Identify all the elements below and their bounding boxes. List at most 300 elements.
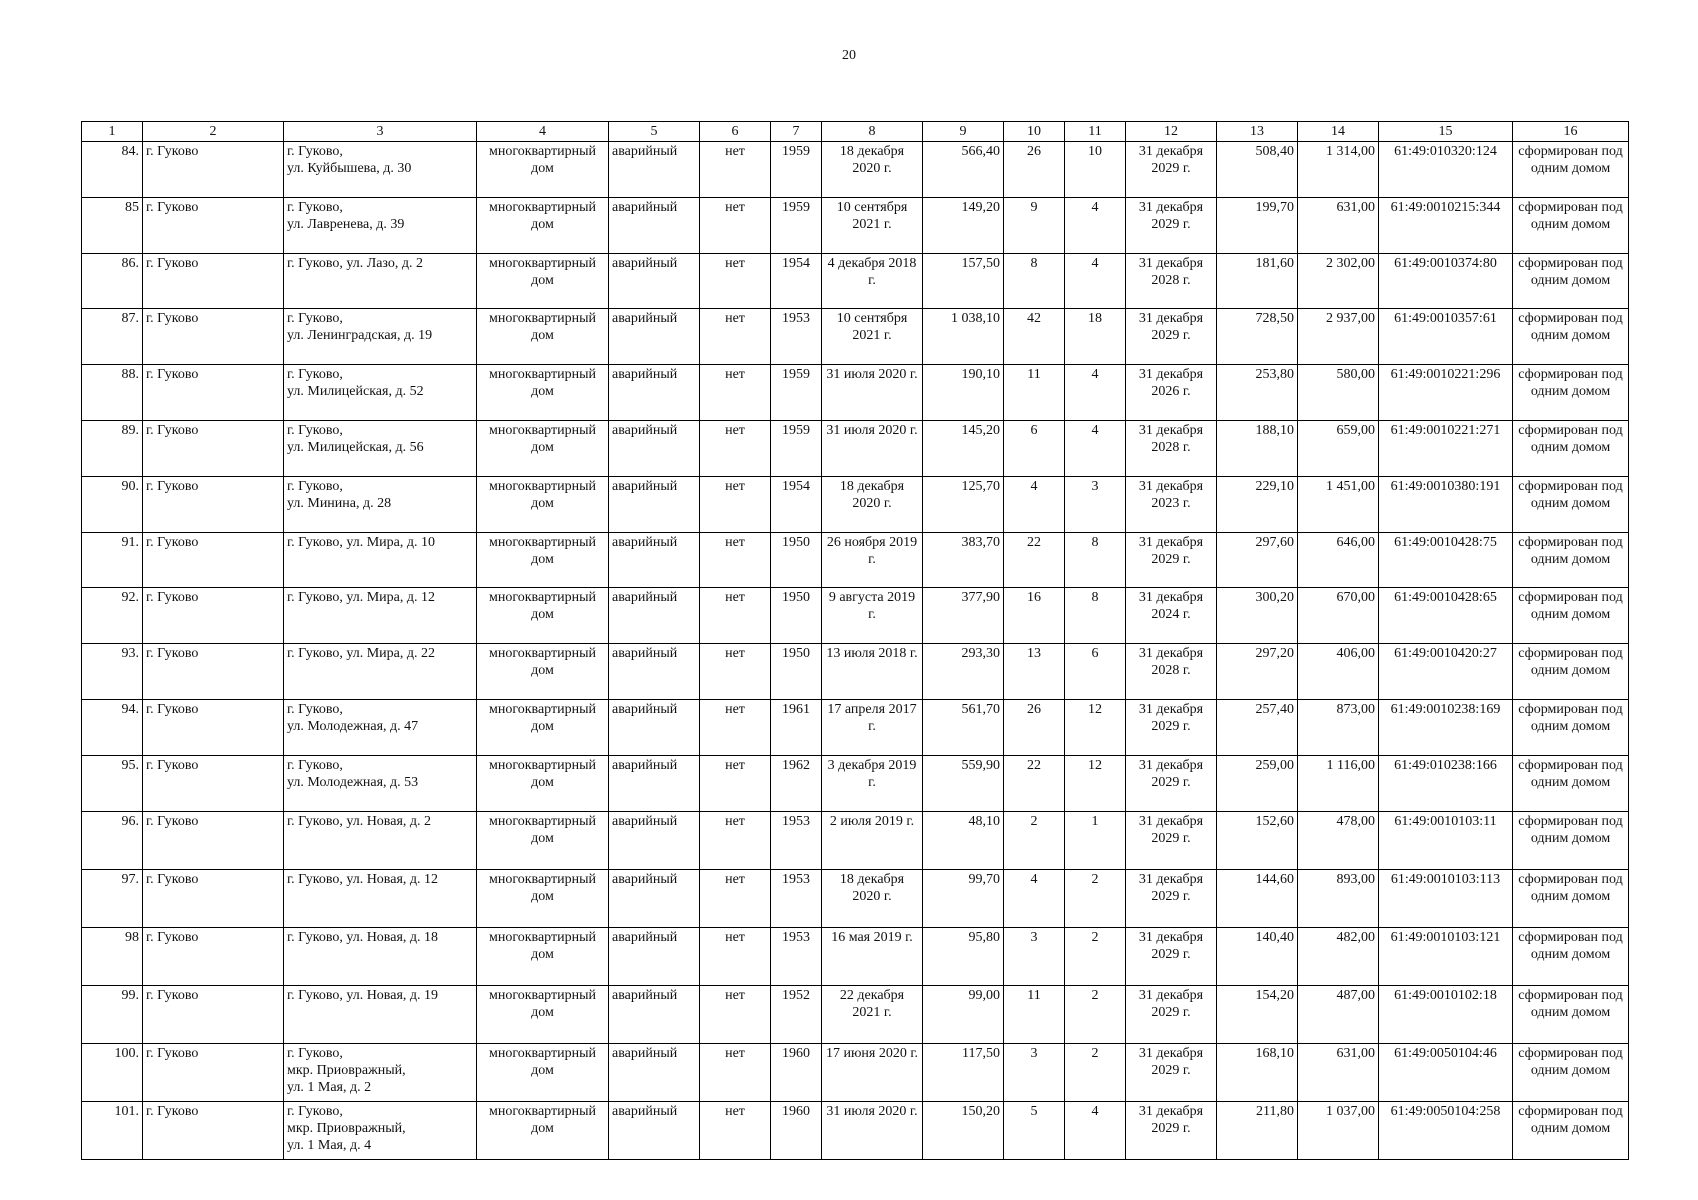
flag-cell: нет — [700, 927, 771, 985]
residents-cell: 11 — [1004, 365, 1065, 421]
city-cell: г. Гуково — [143, 927, 284, 985]
flag-cell: нет — [700, 644, 771, 700]
status-cell: аварийный — [609, 365, 700, 421]
rooms-cell: 2 — [1065, 985, 1126, 1043]
table-row — [82, 644, 1629, 700]
deadline-cell: 31 декабря 2023 г. — [1126, 476, 1217, 532]
page-number: 20 — [842, 48, 856, 63]
flag-cell: нет — [700, 985, 771, 1043]
cadastral-number-cell: 61:49:0010215:344 — [1379, 197, 1513, 253]
area-cell: 157,50 — [923, 253, 1004, 309]
column-number-7: 7 — [771, 122, 822, 142]
residents-cell: 3 — [1004, 1043, 1065, 1101]
status-cell: аварийный — [609, 644, 700, 700]
city-cell: г. Гуково — [143, 1101, 284, 1159]
plot-formed-cell: сформирован под одним домом — [1513, 811, 1629, 869]
plot-area-cell: 482,00 — [1298, 927, 1379, 985]
area-cell: 99,00 — [923, 985, 1004, 1043]
rooms-cell: 18 — [1065, 309, 1126, 365]
area-cell: 559,90 — [923, 755, 1004, 811]
flag-cell: нет — [700, 309, 771, 365]
building-type-cell: многоквартирный дом — [477, 142, 609, 198]
cadastral-number-cell: 61:49:0010221:296 — [1379, 365, 1513, 421]
column-number-1: 1 — [82, 122, 143, 142]
plot-formed-cell: сформирован под одним домом — [1513, 1043, 1629, 1101]
column-number-4: 4 — [477, 122, 609, 142]
plot-area-cell: 659,00 — [1298, 420, 1379, 476]
row-number: 100. — [82, 1043, 143, 1101]
cadastral-number-cell: 61:49:0010420:27 — [1379, 644, 1513, 700]
plot-area-cell: 1 116,00 — [1298, 755, 1379, 811]
deadline-cell: 31 декабря 2029 г. — [1126, 197, 1217, 253]
flag-cell: нет — [700, 1043, 771, 1101]
cadastral-number-cell: 61:49:0010102:18 — [1379, 985, 1513, 1043]
column-number-row — [82, 122, 1629, 142]
flag-cell: нет — [700, 197, 771, 253]
cadastral-number-cell: 61:49:0010103:121 — [1379, 927, 1513, 985]
deadline-cell: 31 декабря 2029 г. — [1126, 532, 1217, 588]
table-row — [82, 1043, 1629, 1101]
building-type-cell: многоквартирный дом — [477, 1043, 609, 1101]
column-number-14: 14 — [1298, 122, 1379, 142]
flag-cell: нет — [700, 1101, 771, 1159]
residents-cell: 11 — [1004, 985, 1065, 1043]
address-cell: г. Гуково, ул. Новая, д. 19 — [284, 985, 477, 1043]
plot-formed-cell: сформирован под одним домом — [1513, 869, 1629, 927]
year-cell: 1954 — [771, 253, 822, 309]
building-type-cell: многоквартирный дом — [477, 197, 609, 253]
year-cell: 1950 — [771, 644, 822, 700]
cadastral-number-cell: 61:49:0010238:169 — [1379, 699, 1513, 755]
year-cell: 1959 — [771, 197, 822, 253]
flag-cell: нет — [700, 476, 771, 532]
deadline-cell: 31 декабря 2029 г. — [1126, 1043, 1217, 1101]
land-area-cell: 297,60 — [1217, 532, 1298, 588]
rooms-cell: 12 — [1065, 755, 1126, 811]
table-row — [82, 253, 1629, 309]
decision-date-cell: 18 декабря 2020 г. — [822, 476, 923, 532]
city-cell: г. Гуково — [143, 142, 284, 198]
city-cell: г. Гуково — [143, 811, 284, 869]
plot-area-cell: 2 937,00 — [1298, 309, 1379, 365]
plot-formed-cell: сформирован под одним домом — [1513, 476, 1629, 532]
area-cell: 383,70 — [923, 532, 1004, 588]
row-number: 97. — [82, 869, 143, 927]
land-area-cell: 188,10 — [1217, 420, 1298, 476]
column-number-8: 8 — [822, 122, 923, 142]
building-type-cell: многоквартирный дом — [477, 927, 609, 985]
rooms-cell: 4 — [1065, 1101, 1126, 1159]
address-cell: г. Гуково, мкр. Приовражный, ул. 1 Мая, д. 4 — [284, 1101, 477, 1159]
city-cell: г. Гуково — [143, 985, 284, 1043]
status-cell: аварийный — [609, 197, 700, 253]
table-row — [82, 755, 1629, 811]
deadline-cell: 31 декабря 2029 г. — [1126, 869, 1217, 927]
column-number-12: 12 — [1126, 122, 1217, 142]
plot-area-cell: 2 302,00 — [1298, 253, 1379, 309]
area-cell: 1 038,10 — [923, 309, 1004, 365]
rooms-cell: 3 — [1065, 476, 1126, 532]
decision-date-cell: 18 декабря 2020 г. — [822, 142, 923, 198]
decision-date-cell: 9 августа 2019 г. — [822, 588, 923, 644]
decision-date-cell: 3 декабря 2019 г. — [822, 755, 923, 811]
residents-cell: 6 — [1004, 420, 1065, 476]
land-area-cell: 229,10 — [1217, 476, 1298, 532]
building-type-cell: многоквартирный дом — [477, 699, 609, 755]
address-cell: г. Гуково, ул. Милицейская, д. 52 — [284, 365, 477, 421]
plot-area-cell: 893,00 — [1298, 869, 1379, 927]
table-row — [82, 309, 1629, 365]
row-number: 91. — [82, 532, 143, 588]
row-number: 101. — [82, 1101, 143, 1159]
year-cell: 1953 — [771, 811, 822, 869]
year-cell: 1952 — [771, 985, 822, 1043]
year-cell: 1960 — [771, 1043, 822, 1101]
city-cell: г. Гуково — [143, 644, 284, 700]
cadastral-number-cell: 61:49:010320:124 — [1379, 142, 1513, 198]
housing-register-table — [81, 121, 1629, 1160]
decision-date-cell: 4 декабря 2018 г. — [822, 253, 923, 309]
city-cell: г. Гуково — [143, 476, 284, 532]
status-cell: аварийный — [609, 588, 700, 644]
land-area-cell: 253,80 — [1217, 365, 1298, 421]
plot-area-cell: 1 451,00 — [1298, 476, 1379, 532]
rooms-cell: 4 — [1065, 197, 1126, 253]
row-number: 89. — [82, 420, 143, 476]
plot-area-cell: 631,00 — [1298, 197, 1379, 253]
decision-date-cell: 17 июня 2020 г. — [822, 1043, 923, 1101]
residents-cell: 8 — [1004, 253, 1065, 309]
status-cell: аварийный — [609, 985, 700, 1043]
plot-formed-cell: сформирован под одним домом — [1513, 755, 1629, 811]
residents-cell: 16 — [1004, 588, 1065, 644]
plot-area-cell: 580,00 — [1298, 365, 1379, 421]
deadline-cell: 31 декабря 2029 г. — [1126, 142, 1217, 198]
plot-formed-cell: сформирован под одним домом — [1513, 699, 1629, 755]
land-area-cell: 152,60 — [1217, 811, 1298, 869]
flag-cell: нет — [700, 532, 771, 588]
table-row — [82, 588, 1629, 644]
flag-cell: нет — [700, 420, 771, 476]
column-number-2: 2 — [143, 122, 284, 142]
address-cell: г. Гуково, ул. Молодежная, д. 47 — [284, 699, 477, 755]
area-cell: 190,10 — [923, 365, 1004, 421]
status-cell: аварийный — [609, 811, 700, 869]
deadline-cell: 31 декабря 2028 г. — [1126, 420, 1217, 476]
rooms-cell: 12 — [1065, 699, 1126, 755]
building-type-cell: многоквартирный дом — [477, 985, 609, 1043]
deadline-cell: 31 декабря 2024 г. — [1126, 588, 1217, 644]
residents-cell: 26 — [1004, 699, 1065, 755]
address-cell: г. Гуково, ул. Новая, д. 2 — [284, 811, 477, 869]
city-cell: г. Гуково — [143, 755, 284, 811]
table-row — [82, 811, 1629, 869]
land-area-cell: 297,20 — [1217, 644, 1298, 700]
row-number: 94. — [82, 699, 143, 755]
status-cell: аварийный — [609, 420, 700, 476]
decision-date-cell: 31 июля 2020 г. — [822, 420, 923, 476]
decision-date-cell: 26 ноября 2019 г. — [822, 532, 923, 588]
status-cell: аварийный — [609, 927, 700, 985]
address-cell: г. Гуково, ул. Мира, д. 12 — [284, 588, 477, 644]
plot-formed-cell: сформирован под одним домом — [1513, 532, 1629, 588]
flag-cell: нет — [700, 699, 771, 755]
land-area-cell: 728,50 — [1217, 309, 1298, 365]
deadline-cell: 31 декабря 2026 г. — [1126, 365, 1217, 421]
rooms-cell: 10 — [1065, 142, 1126, 198]
land-area-cell: 181,60 — [1217, 253, 1298, 309]
year-cell: 1953 — [771, 927, 822, 985]
status-cell: аварийный — [609, 1101, 700, 1159]
plot-formed-cell: сформирован под одним домом — [1513, 420, 1629, 476]
table-row — [82, 197, 1629, 253]
rooms-cell: 4 — [1065, 253, 1126, 309]
flag-cell: нет — [700, 253, 771, 309]
row-number: 90. — [82, 476, 143, 532]
plot-formed-cell: сформирован под одним домом — [1513, 644, 1629, 700]
building-type-cell: многоквартирный дом — [477, 588, 609, 644]
city-cell: г. Гуково — [143, 253, 284, 309]
flag-cell: нет — [700, 811, 771, 869]
table-row — [82, 532, 1629, 588]
row-number: 87. — [82, 309, 143, 365]
city-cell: г. Гуково — [143, 588, 284, 644]
plot-formed-cell: сформирован под одним домом — [1513, 588, 1629, 644]
area-cell: 566,40 — [923, 142, 1004, 198]
row-number: 93. — [82, 644, 143, 700]
table-row — [82, 1101, 1629, 1159]
city-cell: г. Гуково — [143, 699, 284, 755]
row-number: 96. — [82, 811, 143, 869]
building-type-cell: многоквартирный дом — [477, 476, 609, 532]
city-cell: г. Гуково — [143, 197, 284, 253]
land-area-cell: 300,20 — [1217, 588, 1298, 644]
status-cell: аварийный — [609, 532, 700, 588]
table-body — [82, 142, 1629, 1160]
plot-formed-cell: сформирован под одним домом — [1513, 1101, 1629, 1159]
year-cell: 1959 — [771, 420, 822, 476]
address-cell: г. Гуково, ул. Мира, д. 22 — [284, 644, 477, 700]
flag-cell: нет — [700, 755, 771, 811]
decision-date-cell: 22 декабря 2021 г. — [822, 985, 923, 1043]
address-cell: г. Гуково, ул. Куйбышева, д. 30 — [284, 142, 477, 198]
table-row — [82, 985, 1629, 1043]
column-number-16: 16 — [1513, 122, 1629, 142]
decision-date-cell: 10 сентября 2021 г. — [822, 309, 923, 365]
row-number: 84. — [82, 142, 143, 198]
area-cell: 150,20 — [923, 1101, 1004, 1159]
table-header — [82, 122, 1629, 142]
year-cell: 1960 — [771, 1101, 822, 1159]
column-number-10: 10 — [1004, 122, 1065, 142]
year-cell: 1959 — [771, 365, 822, 421]
residents-cell: 3 — [1004, 927, 1065, 985]
column-number-9: 9 — [923, 122, 1004, 142]
rooms-cell: 2 — [1065, 927, 1126, 985]
flag-cell: нет — [700, 869, 771, 927]
area-cell: 125,70 — [923, 476, 1004, 532]
rooms-cell: 4 — [1065, 365, 1126, 421]
year-cell: 1953 — [771, 869, 822, 927]
building-type-cell: многоквартирный дом — [477, 253, 609, 309]
deadline-cell: 31 декабря 2029 г. — [1126, 699, 1217, 755]
year-cell: 1953 — [771, 309, 822, 365]
cadastral-number-cell: 61:49:0010374:80 — [1379, 253, 1513, 309]
cadastral-number-cell: 61:49:0010221:271 — [1379, 420, 1513, 476]
cadastral-number-cell: 61:49:010238:166 — [1379, 755, 1513, 811]
land-area-cell: 154,20 — [1217, 985, 1298, 1043]
decision-date-cell: 2 июля 2019 г. — [822, 811, 923, 869]
building-type-cell: многоквартирный дом — [477, 309, 609, 365]
residents-cell: 13 — [1004, 644, 1065, 700]
column-number-6: 6 — [700, 122, 771, 142]
table-row — [82, 927, 1629, 985]
status-cell: аварийный — [609, 309, 700, 365]
plot-area-cell: 646,00 — [1298, 532, 1379, 588]
cadastral-number-cell: 61:49:0010357:61 — [1379, 309, 1513, 365]
status-cell: аварийный — [609, 699, 700, 755]
residents-cell: 4 — [1004, 869, 1065, 927]
address-cell: г. Гуково, ул. Новая, д. 18 — [284, 927, 477, 985]
address-cell: г. Гуково, ул. Молодежная, д. 53 — [284, 755, 477, 811]
flag-cell: нет — [700, 365, 771, 421]
table-row — [82, 869, 1629, 927]
land-area-cell: 508,40 — [1217, 142, 1298, 198]
row-number: 88. — [82, 365, 143, 421]
address-cell: г. Гуково, ул. Лавренева, д. 39 — [284, 197, 477, 253]
building-type-cell: многоквартирный дом — [477, 811, 609, 869]
land-area-cell: 257,40 — [1217, 699, 1298, 755]
area-cell: 149,20 — [923, 197, 1004, 253]
residents-cell: 42 — [1004, 309, 1065, 365]
table-row — [82, 699, 1629, 755]
decision-date-cell: 18 декабря 2020 г. — [822, 869, 923, 927]
residents-cell: 4 — [1004, 476, 1065, 532]
address-cell: г. Гуково, ул. Лазо, д. 2 — [284, 253, 477, 309]
year-cell: 1950 — [771, 588, 822, 644]
residents-cell: 22 — [1004, 532, 1065, 588]
land-area-cell: 144,60 — [1217, 869, 1298, 927]
residents-cell: 5 — [1004, 1101, 1065, 1159]
area-cell: 377,90 — [923, 588, 1004, 644]
column-number-11: 11 — [1065, 122, 1126, 142]
deadline-cell: 31 декабря 2028 г. — [1126, 644, 1217, 700]
year-cell: 1950 — [771, 532, 822, 588]
flag-cell: нет — [700, 588, 771, 644]
plot-formed-cell: сформирован под одним домом — [1513, 927, 1629, 985]
address-cell: г. Гуково, ул. Новая, д. 12 — [284, 869, 477, 927]
deadline-cell: 31 декабря 2029 г. — [1126, 811, 1217, 869]
row-number: 92. — [82, 588, 143, 644]
cadastral-number-cell: 61:49:0010428:65 — [1379, 588, 1513, 644]
deadline-cell: 31 декабря 2029 г. — [1126, 755, 1217, 811]
plot-formed-cell: сформирован под одним домом — [1513, 365, 1629, 421]
column-number-3: 3 — [284, 122, 477, 142]
building-type-cell: многоквартирный дом — [477, 1101, 609, 1159]
table-row — [82, 365, 1629, 421]
decision-date-cell: 31 июля 2020 г. — [822, 365, 923, 421]
decision-date-cell: 10 сентября 2021 г. — [822, 197, 923, 253]
status-cell: аварийный — [609, 869, 700, 927]
plot-area-cell: 1 037,00 — [1298, 1101, 1379, 1159]
plot-area-cell: 670,00 — [1298, 588, 1379, 644]
land-area-cell: 199,70 — [1217, 197, 1298, 253]
address-cell: г. Гуково, ул. Мира, д. 10 — [284, 532, 477, 588]
rooms-cell: 6 — [1065, 644, 1126, 700]
status-cell: аварийный — [609, 476, 700, 532]
address-cell: г. Гуково, мкр. Приовражный, ул. 1 Мая, д. 2 — [284, 1043, 477, 1101]
city-cell: г. Гуково — [143, 420, 284, 476]
plot-formed-cell: сформирован под одним домом — [1513, 309, 1629, 365]
year-cell: 1954 — [771, 476, 822, 532]
area-cell: 95,80 — [923, 927, 1004, 985]
city-cell: г. Гуково — [143, 1043, 284, 1101]
residents-cell: 26 — [1004, 142, 1065, 198]
row-number: 85 — [82, 197, 143, 253]
year-cell: 1961 — [771, 699, 822, 755]
plot-area-cell: 406,00 — [1298, 644, 1379, 700]
city-cell: г. Гуково — [143, 532, 284, 588]
building-type-cell: многоквартирный дом — [477, 420, 609, 476]
cadastral-number-cell: 61:49:0010103:113 — [1379, 869, 1513, 927]
plot-formed-cell: сформирован под одним домом — [1513, 253, 1629, 309]
city-cell: г. Гуково — [143, 309, 284, 365]
deadline-cell: 31 декабря 2029 г. — [1126, 1101, 1217, 1159]
land-area-cell: 211,80 — [1217, 1101, 1298, 1159]
cadastral-number-cell: 61:49:0050104:258 — [1379, 1101, 1513, 1159]
building-type-cell: многоквартирный дом — [477, 755, 609, 811]
rooms-cell: 4 — [1065, 420, 1126, 476]
plot-area-cell: 1 314,00 — [1298, 142, 1379, 198]
cadastral-number-cell: 61:49:0050104:46 — [1379, 1043, 1513, 1101]
area-cell: 145,20 — [923, 420, 1004, 476]
rooms-cell: 2 — [1065, 1043, 1126, 1101]
area-cell: 561,70 — [923, 699, 1004, 755]
land-area-cell: 168,10 — [1217, 1043, 1298, 1101]
land-area-cell: 259,00 — [1217, 755, 1298, 811]
row-number: 86. — [82, 253, 143, 309]
building-type-cell: многоквартирный дом — [477, 532, 609, 588]
address-cell: г. Гуково, ул. Милицейская, д. 56 — [284, 420, 477, 476]
flag-cell: нет — [700, 142, 771, 198]
decision-date-cell: 16 мая 2019 г. — [822, 927, 923, 985]
area-cell: 117,50 — [923, 1043, 1004, 1101]
row-number: 98 — [82, 927, 143, 985]
building-type-cell: многоквартирный дом — [477, 869, 609, 927]
rooms-cell: 8 — [1065, 532, 1126, 588]
column-number-5: 5 — [609, 122, 700, 142]
city-cell: г. Гуково — [143, 365, 284, 421]
decision-date-cell: 17 апреля 2017 г. — [822, 699, 923, 755]
residents-cell: 9 — [1004, 197, 1065, 253]
decision-date-cell: 31 июля 2020 г. — [822, 1101, 923, 1159]
status-cell: аварийный — [609, 253, 700, 309]
status-cell: аварийный — [609, 755, 700, 811]
area-cell: 293,30 — [923, 644, 1004, 700]
cadastral-number-cell: 61:49:0010103:11 — [1379, 811, 1513, 869]
area-cell: 99,70 — [923, 869, 1004, 927]
building-type-cell: многоквартирный дом — [477, 365, 609, 421]
deadline-cell: 31 декабря 2028 г. — [1126, 253, 1217, 309]
plot-area-cell: 478,00 — [1298, 811, 1379, 869]
deadline-cell: 31 декабря 2029 г. — [1126, 927, 1217, 985]
building-type-cell: многоквартирный дом — [477, 644, 609, 700]
table-row — [82, 420, 1629, 476]
cadastral-number-cell: 61:49:0010380:191 — [1379, 476, 1513, 532]
cadastral-number-cell: 61:49:0010428:75 — [1379, 532, 1513, 588]
residents-cell: 2 — [1004, 811, 1065, 869]
rooms-cell: 8 — [1065, 588, 1126, 644]
